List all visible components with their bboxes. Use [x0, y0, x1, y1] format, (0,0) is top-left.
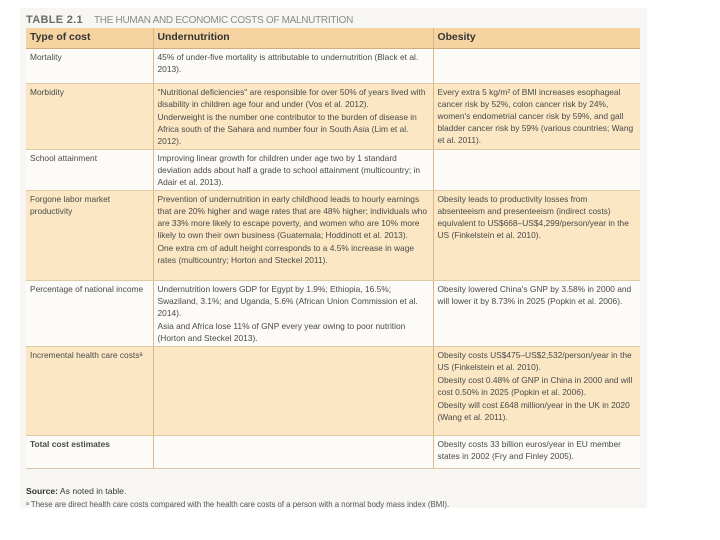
- source-label: Source:: [26, 486, 58, 496]
- header-row: [26, 28, 640, 49]
- row-type-cell: School attainment: [26, 150, 153, 191]
- column-header-obesity: Obesity: [433, 28, 640, 49]
- row-type-cell: Incremental health care costsᵃ: [26, 347, 153, 436]
- cell-paragraph: Obesity leads to productivity losses from absenteeism and presenteeism (indirect costs) equivalent to US$668–US$4,299/person/year in the US (Finkelstein et al. 2010).: [437, 194, 629, 240]
- cell-paragraph: Improving linear growth for children under age two by 1 standard deviation adds about half a grade to school attainment (multicountry; in Adair et al. 2013).: [157, 153, 421, 187]
- table-row: [26, 191, 640, 281]
- obesity-cell: [433, 281, 640, 347]
- row-type-cell: Total cost estimates: [26, 436, 153, 469]
- table-row: [26, 347, 640, 436]
- cell-paragraph: Obesity cost 0.48% of GNP in China in 2000 and will cost 0.50% in 2025 (Popkin et al. 2006).: [437, 375, 633, 397]
- undernutrition-cell: [153, 191, 433, 281]
- obesity-cell: [433, 84, 640, 150]
- cell-paragraph: Undernutrition lowers GDP for Egypt by 1.9%; Ethiopia, 16.5%; Swaziland, 3.1%; and Uganda, 5.6% (African Union Commission et al. 2014).: [157, 284, 418, 318]
- row-type-cell: Mortality: [26, 49, 153, 84]
- cell-paragraph: 45% of under-five mortality is attributable to undernutrition (Black et al. 2013).: [157, 52, 419, 74]
- cell-paragraph: Asia and Africa lose 11% of GNP every year owing to poor nutrition (Horton and Steckel 2013).: [157, 321, 406, 343]
- column-header-type: Type of cost: [26, 28, 153, 49]
- cell-paragraph: Prevention of undernutrition in early childhood leads to hourly earnings that are 20% higher and wage rates that are 48% higher; individuals who are 33% more likely to escape poverty, and women who are 10% more likely to own their own business (Guatemala; Hoddinott et al. 2013).: [157, 194, 428, 240]
- obesity-cell: [433, 49, 640, 84]
- cell-paragraph: Obesity will cost £648 million/year in the UK in 2020 (Wang et al. 2011).: [437, 400, 630, 422]
- obesity-cell: [433, 150, 640, 191]
- column-header-undernutrition: Undernutrition: [153, 28, 433, 49]
- table-row: [26, 84, 640, 150]
- cell-paragraph: "Nutritional deficiencies" are responsible for over 50% of years lived with disability in children age four and under (Vos et al. 2012).: [157, 87, 426, 109]
- table-row: [26, 150, 640, 191]
- cell-paragraph: Obesity costs US$475–US$2,532/person/year in the US (Finkelstein et al. 2010).: [437, 350, 632, 372]
- source-text: As noted in table.: [59, 486, 127, 496]
- costs-table: [26, 28, 640, 469]
- obesity-cell: [433, 191, 640, 281]
- table-title: [26, 11, 353, 29]
- undernutrition-cell: [153, 150, 433, 191]
- cell-paragraph: Every extra 5 kg/m² of BMI increases esophageal cancer risk by 52%, colon cancer risk by 24%, women's endometrial cancer risk by 59%, and gall bladder cancer risk by 59% (various countries; Wang et al. 2011).: [437, 87, 634, 145]
- obesity-cell: [433, 436, 640, 469]
- obesity-cell: [433, 347, 640, 436]
- footnote: ᵃ These are direct health care costs compared with the health care costs of a person with a normal body mass index (BMI).: [26, 500, 450, 509]
- table-row: [26, 281, 640, 347]
- undernutrition-cell: [153, 281, 433, 347]
- row-type-cell: Percentage of national income: [26, 281, 153, 347]
- table-number: TABLE 2.1: [26, 14, 83, 26]
- table-figure: [20, 8, 647, 508]
- table-row: [26, 49, 640, 84]
- cell-paragraph: One extra cm of adult height corresponds to a 4.5% increase in wage rates (multicountry; Horton and Steckel 2011).: [157, 243, 415, 265]
- cell-paragraph: Underweight is the number one contributor to the burden of disease in Africa south of the Sahara and number four in South Asia (Lim et al. 2012).: [157, 112, 417, 146]
- cell-paragraph: Obesity lowered China's GNP by 3.58% in 2000 and will lower it by 8.73% in 2025 (Popkin et al. 2006).: [437, 284, 632, 306]
- table-name: THE HUMAN AND ECONOMIC COSTS OF MALNUTRITION: [93, 15, 354, 26]
- cell-paragraph: Obesity costs 33 billion euros/year in EU member states in 2002 (Fry and Finley 2005).: [437, 439, 621, 461]
- undernutrition-cell: [153, 49, 433, 84]
- row-type-cell: Morbidity: [26, 84, 153, 150]
- table-row: [26, 436, 640, 469]
- row-type-cell: Forgone labor market productivity: [26, 191, 153, 281]
- undernutrition-cell: [153, 347, 433, 436]
- undernutrition-cell: [153, 84, 433, 150]
- undernutrition-cell: [153, 436, 433, 469]
- source-note: [26, 486, 126, 496]
